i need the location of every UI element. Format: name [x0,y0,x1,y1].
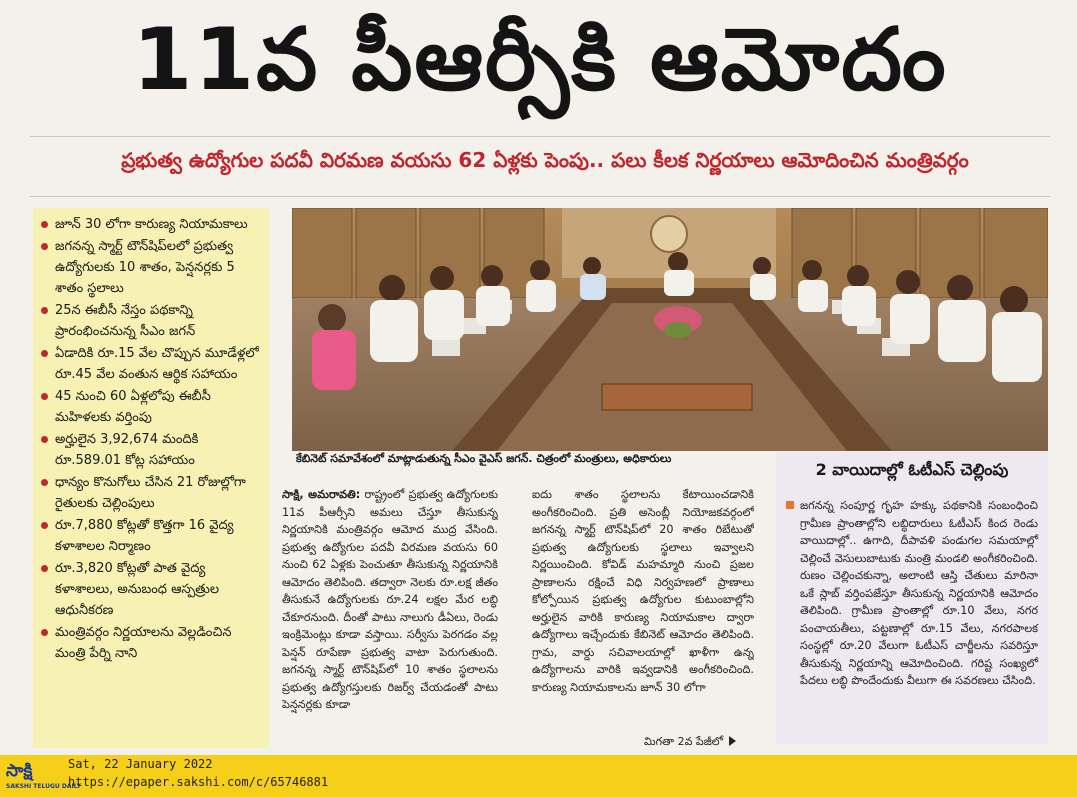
highlight-text: రూ.7,880 కోట్లతో కొత్తగా 16 వైద్య కళాశాలల నిర్మాణం [55,518,234,554]
highlight-item [39,429,265,471]
highlight-text: మంత్రివర్గం నిర్ణయాలను వెల్లడించిన మంత్రి పేర్ని నాని [55,625,232,661]
highlight-item [39,236,265,299]
bullet-dot-icon [41,350,48,357]
bullet-dot-icon [41,307,48,314]
highlight-text: రూ.3,820 కోట్లతో పాత వైద్య కళాశాలలు, అనుబంధ ఆస్పత్రుల ఆధునీకరణ [55,561,220,618]
highlight-text: అర్హులైన 3,92,674 మందికి రూ.589.01 కోట్ల సహాయం [55,432,199,468]
logo-subtext: SAKSHI TELUGU DAILY [6,783,81,790]
photo-caption: కేబినెట్ సమావేశంలో మాట్లాడుతున్న సీఎం వైఎస్ జగన్. చిత్రంలో మంత్రులు, అధికారులు [296,452,672,465]
highlight-text: 25న ఈబీసీ నేస్తం పథకాన్ని ప్రారంభించనున్న సీఎం జగన్ [55,303,196,339]
highlight-item [39,300,265,342]
bullet-dot-icon [41,565,48,572]
highlight-text: 45 నుంచి 60 ఏళ్లలోపు ఈబీసీ మహిళలకు వర్తింపు [55,389,211,425]
article-column-2: ఐదు శాతం స్థలాలను కేటాయించడానికి అంగీకరించింది. ప్రతి అసెంబ్లీ నియోజకవర్గంలో జగనన్న స్మార్ట్ టౌన్‌షిప్‌లో 20 శాతం రిబేటుతో ప్రభుత్వ ఉద్యోగులకు స్థలాలు ఇవ్వాలని నిర్ణయించింది. కోవిడ్ మహమ్మారి నుంచి ప్రజల ప్రాణాలను రక్షించే విధి నిర్వహణలో ప్రాణాలు కోల్పోయిన ప్రభుత్వ ఉద్యోగుల కుటుంబాల్లోని అర్హులైన వారికి కారుణ్య నియామకాల ద్వారా ఉద్యోగాలు ఇచ్చేందుకు కేబినెట్ ఆమోదం తెలిపింది. గ్రామ, వార్డు సచివాలయాల్లో ఖాళీగా ఉన్న ఉద్యోగాలను వారికి ఇవ్వడానికి అంగీకరించింది. కారుణ్య నియామకాలను జూన్ 30 లోగా [532,488,754,694]
edition-date: Sat, 22 January 2022 [68,757,213,771]
bullet-dot-icon [41,221,48,228]
highlights-list [39,214,265,664]
ots-box [776,452,1048,744]
bullet-dot-icon [41,629,48,636]
bullet-dot-icon [41,479,48,486]
cabinet-meeting-illustration [292,208,1048,451]
highlight-item [39,343,265,385]
highlight-item [39,515,265,557]
highlights-sidebar [33,208,269,748]
ots-box-text: జగనన్న సంపూర్ణ గృహ హక్కు పథకానికి సంబంధించి గ్రామీణ ప్రాంతాల్లోని లబ్ధిదారులు ఓటీఎస్ కింద రెండు వాయిదాల్లో.. ఉగాది, దీపావళి పండుగల సమయాల్లో చెల్లించే వెసులుబాటుకు మంత్రి మండలి అంగీకరించింది. రుణం చెల్లించకున్నా, అలాంటి ఆస్తి చేతులు మారినా ఒకే స్లాబ్ వర్తింపజేస్తూ తీసుకున్న నిర్ణయానికి ఆమోదం తెలిపింది. గ్రామీణ ప్రాంతాల్లో రూ.10 వేలు, నగర పంచాయతీలు, పట్టణాల్లో రూ.15 వేలు, నగరపాలక సంస్థల్లో రూ.20 వేలుగా ఓటీఎస్ చార్జీలను సవరిస్తూ తీసుకున్న నిర్ణయాన్ని ఆమోదించింది. గరిష్ట సంఖ్యలో పేదలు లబ్ధి పొందేందుకు వీలుగా ఈ సవరణలు చేసింది. [800,499,1038,687]
bullet-dot-icon [41,243,48,250]
ots-box-title: 2 వాయిదాల్లో ఓటీఎస్ చెల్లింపు [815,460,1009,479]
continued-label: మిగతా 2వ పేజీలో [644,735,724,748]
article-column-1 [282,486,498,752]
continued-note[interactable] [644,735,736,751]
highlight-text: జూన్ 30 లోగా కారుణ్య నియామకాలు [55,217,248,232]
epaper-url[interactable]: https://epaper.sakshi.com/c/65746881 [68,775,329,789]
highlight-item [39,472,265,514]
cabinet-meeting-photo [292,208,1048,451]
highlight-item [39,622,265,664]
sakshi-logo[interactable] [6,759,81,793]
highlight-item [39,214,265,235]
highlight-item [39,386,265,428]
triangle-right-icon [729,736,736,746]
ots-box-body [786,497,1038,690]
bullet-dot-icon [41,393,48,400]
divider-rule [30,196,1050,197]
article-column-1-text: రాష్ట్రంలో ప్రభుత్వ ఉద్యోగులకు 11వ పీఆర్సీని అమలు చేస్తూ తీసుకున్న నిర్ణయానికి మంత్రివర్గం ఆమోద ముద్ర వేసింది. ప్రభుత్వ ఉద్యోగుల పదవీ విరమణ వయసు 60 నుంచి 62 ఏళ్లకు పెంచుతూ తీసుకున్న నిర్ణయానికి ఆమోదం తెలిపింది. తద్వారా నెలకు రూ.లక్ష జీతం తీసుకునే ఉద్యోగులకు రూ.24 లక్షల మేర లబ్ధి చేకూరనుంది. దీంతో పాటు నాలుగు డీఏలు, రెండు ఇంక్రిమెంట్లు కూడా వస్తాయి. సర్వీసు పెరగడం వల్ల పెన్షన్ రూపేణా ప్రభుత్వ వాటా పెరుగుతుంది. జగనన్న స్మార్ట్ టౌన్‌షిప్‌లో 10 శాతం స్థలాలను ప్రభుత్వ ఉద్యోగస్తులకు రిజర్వ్ చేయడంతో పాటు పెన్షనర్లకు కూడా [282,488,498,711]
subheadline: ప్రభుత్వ ఉద్యోగుల పదవీ విరమణ వయసు 62 ఏళ్లకు పెంపు.. పలు కీలక నిర్ణయాలు ఆమోదించిన మంత్రివర్గం [121,148,969,172]
highlight-item [39,558,265,621]
article-dateline: సాక్షి, అమరావతి: [282,488,361,501]
highlight-text: ధాన్యం కొనుగోలు చేసిన 21 రోజుల్లోగా రైతులకు చెల్లింపులు [55,475,246,511]
footer-bar [0,755,1077,797]
bullet-dot-icon [41,522,48,529]
logo-text: సాక్షి [6,761,33,781]
divider-rule [30,136,1050,137]
headline: 11వ పీఆర్సీకి ఆమోదం [132,10,948,110]
highlight-text: ఏడాదికి రూ.15 వేల చొప్పున మూడేళ్లలో రూ.45 వేల వంతున ఆర్థిక సహాయం [55,346,259,382]
square-bullet-icon [786,501,794,509]
highlight-text: జగనన్న స్మార్ట్ టౌన్‌షిప్‌లలో ప్రభుత్వ ఉద్యోగులకు 10 శాతం, పెన్షనర్లకు 5 శాతం స్థలాలు [55,239,235,296]
bullet-dot-icon [41,436,48,443]
